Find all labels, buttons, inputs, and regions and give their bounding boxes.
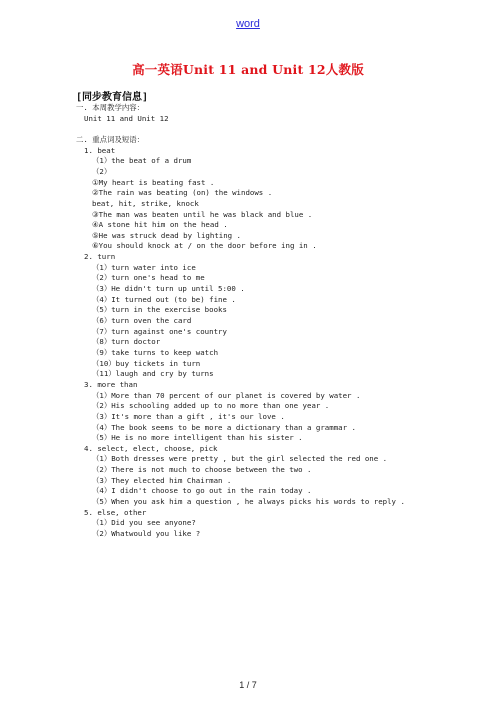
text-line: （1）Both dresses were pretty , but the girl selected the red one . [92, 454, 388, 464]
text-line: （5）turn in the exercise books [92, 305, 227, 315]
text-line: （9）take turns to keep watch [92, 347, 219, 357]
text-line: beat, hit, strike, knock [92, 198, 199, 208]
text-line: Unit 11 and Unit 12 [84, 113, 169, 123]
text-line: ②The rain was beating (on) the windows . [92, 188, 273, 198]
text-line: （5）When you ask him a question , he always picks his words to reply . [92, 497, 405, 507]
document-title: 高一英语Unit 11 and Unit 12人教版 [132, 62, 364, 77]
text-line: （5）He is no more intelligent than his sister . [92, 433, 303, 443]
text-line: ⑤He was struck dead by lighting . [92, 230, 242, 240]
text-line: （1）Did you see anyone? [92, 518, 196, 528]
text-line: （2）turn one's head to me [92, 273, 205, 283]
text-line: 4. select, elect, choose, pick [84, 443, 218, 453]
text-line: （7）turn against one's country [92, 326, 227, 336]
text-line: ④A stone hit him on the head . [92, 220, 228, 230]
text-line: （1）turn water into ice [92, 262, 196, 272]
section-heading: [同步教育信息] [76, 92, 149, 103]
text-line: （3）He didn't turn up until 5:00 . [92, 284, 245, 294]
text-line: （1）the beat of a drum [92, 156, 192, 166]
text-line: （4）It turned out (to be) fine . [92, 294, 236, 304]
text-line: ③The man was beaten until he was black and blue . [92, 209, 313, 219]
text-line: 1. beat [84, 145, 116, 155]
text-line: 2. turn [84, 252, 116, 262]
text-line: （4）The book seems to be more a dictionary than a grammar . [92, 422, 356, 432]
text-line: （10）buy tickets in turn [92, 358, 201, 368]
text-line: （1）More than 70 percent of our planet is covered by water . [92, 390, 361, 400]
text-line: （3）They elected him Chairman . [92, 475, 232, 485]
text-line: （8）turn doctor [92, 337, 161, 347]
text-line: （2）There is not much to choose between the two . [92, 465, 312, 475]
text-line: ①My heart is beating fast . [92, 177, 215, 187]
page-number: 1 / 7 [239, 680, 257, 690]
header-link[interactable]: word [236, 18, 260, 30]
text-line: （2）His schooling added up to no more than one year . [92, 401, 330, 411]
text-line: （3）It's more than a gift , it's our love . [92, 411, 285, 421]
text-line: （4）I didn't choose to go out in the rain today . [92, 486, 312, 496]
text-line: 5. else, other [84, 507, 147, 517]
text-line: ⑥You should knock at / on the door before ing in . [92, 241, 317, 251]
text-line: 一. 本周教学内容： [76, 103, 145, 112]
text-line: （2）Whatwould you like ? [92, 529, 201, 538]
text-line: （6）turn oven the card [92, 316, 192, 325]
text-line: （11）laugh and cry by turns [92, 369, 214, 379]
text-line: （2） [92, 166, 112, 176]
text-line: 二. 重点词及短语： [76, 134, 145, 144]
text-line: 3. more than [84, 379, 138, 389]
